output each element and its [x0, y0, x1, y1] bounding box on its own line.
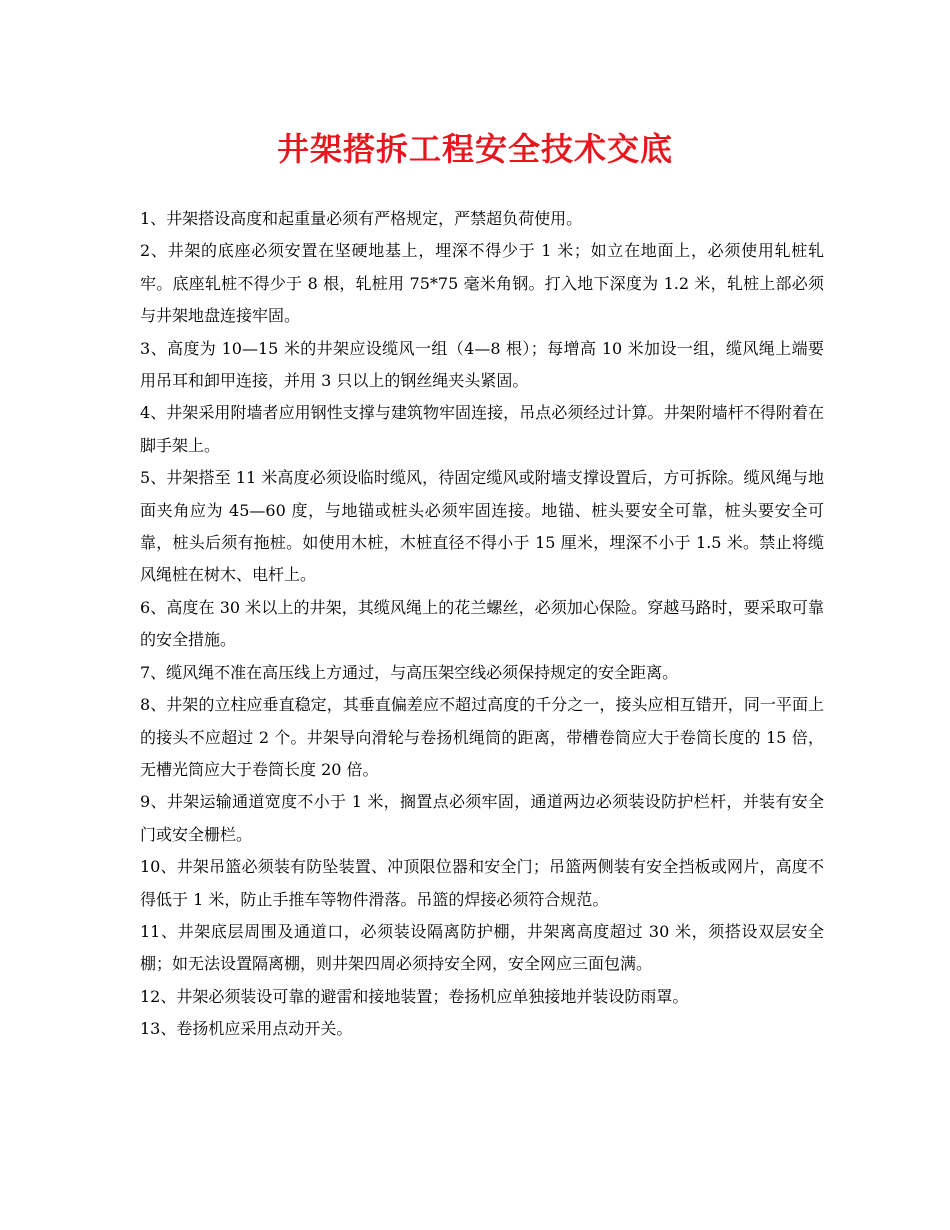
- document-title: 井架搭拆工程安全技术交底: [276, 130, 673, 168]
- paragraph-5: 5、井架搭至 11 米高度必须设临时缆风，待固定缆风或附墙支撑设置后，方可拆除。缆风绳与地面夹角应为 45—60 度，与地锚或桩头必须牢固连接。地锚、桩头要安全可靠，桩头要安全可靠，桩头后须有拖桩。如使用木桩，木桩直径不得小于 15 厘米，埋深不小于 1.5 米。禁止将缆风绳桩在树木、电杆上。: [140, 468, 824, 585]
- paragraph-6: 6、高度在 30 米以上的井架，其缆风绳上的花兰螺丝，必须加心保险。穿越马路时，要采取可靠的安全措施。: [140, 597, 824, 650]
- paragraph-3: 3、高度为 10—15 米的井架应设缆风一组（4—8 根）；每增高 10 米加设一组，缆风绳上端要用吊耳和卸甲连接，并用 3 只以上的钢丝绳夹头紧固。: [140, 338, 824, 391]
- paragraph-1: 1、井架搭设高度和起重量必须有严格规定，严禁超负荷使用。: [140, 209, 583, 228]
- paragraph-9: 9、井架运输通道宽度不小于 1 米，搁置点必须牢固，通道两边必须装设防护栏杆，并装有安全门或安全栅栏。: [140, 792, 824, 844]
- document-body: [140, 203, 824, 1046]
- paragraph-10: 10、井架吊篮必须装有防坠装置、冲顶限位器和安全门；吊篮两侧装有安全挡板或网片，高度不得低于 1 米，防止手推车等物件滑落。吊篮的焊接必须符合规范。: [140, 857, 824, 909]
- paragraph-12: 12、井架必须装设可靠的避雷和接地装置；卷扬机应单独接地并装设防雨罩。: [140, 986, 689, 1006]
- paragraph-7: 7、缆风绳不准在高压线上方通过，与高压架空线必须保持规定的安全距离。: [140, 662, 679, 682]
- paragraph-11: 11、井架底层周围及通道口，必须装设隔离防护棚，井架离高度超过 30 米，须搭设双层安全棚；如无法设置隔离棚，则井架四周必须持安全网，安全网应三面包满。: [140, 921, 824, 974]
- paragraph-2: 2、井架的底座必须安置在坚硬地基上，埋深不得少于 1 米；如立在地面上，必须使用轧桩轧牢。底座轧桩不得少于 8 根，轧桩用 75*75 毫米角钢。打入地下深度为 1.2 米，轧桩上部必须与井架地盘连接牢固。: [140, 241, 824, 326]
- paragraph-13: 13、卷扬机应采用点动开关。: [140, 1019, 353, 1039]
- paragraph-4: 4、井架采用附墙者应用钢性支撑与建筑物牢固连接，吊点必须经过计算。井架附墙杆不得附着在脚手架上。: [140, 403, 824, 455]
- paragraph-8: 8、井架的立柱应垂直稳定，其垂直偏差应不超过高度的千分之一，接头应相互错开，同一平面上的接头不应超过 2 个。井架导向滑轮与卷扬机绳筒的距离，带槽卷筒应大于卷筒长度的 15 倍，无槽光筒应大于卷筒长度 20 倍。: [140, 695, 824, 779]
